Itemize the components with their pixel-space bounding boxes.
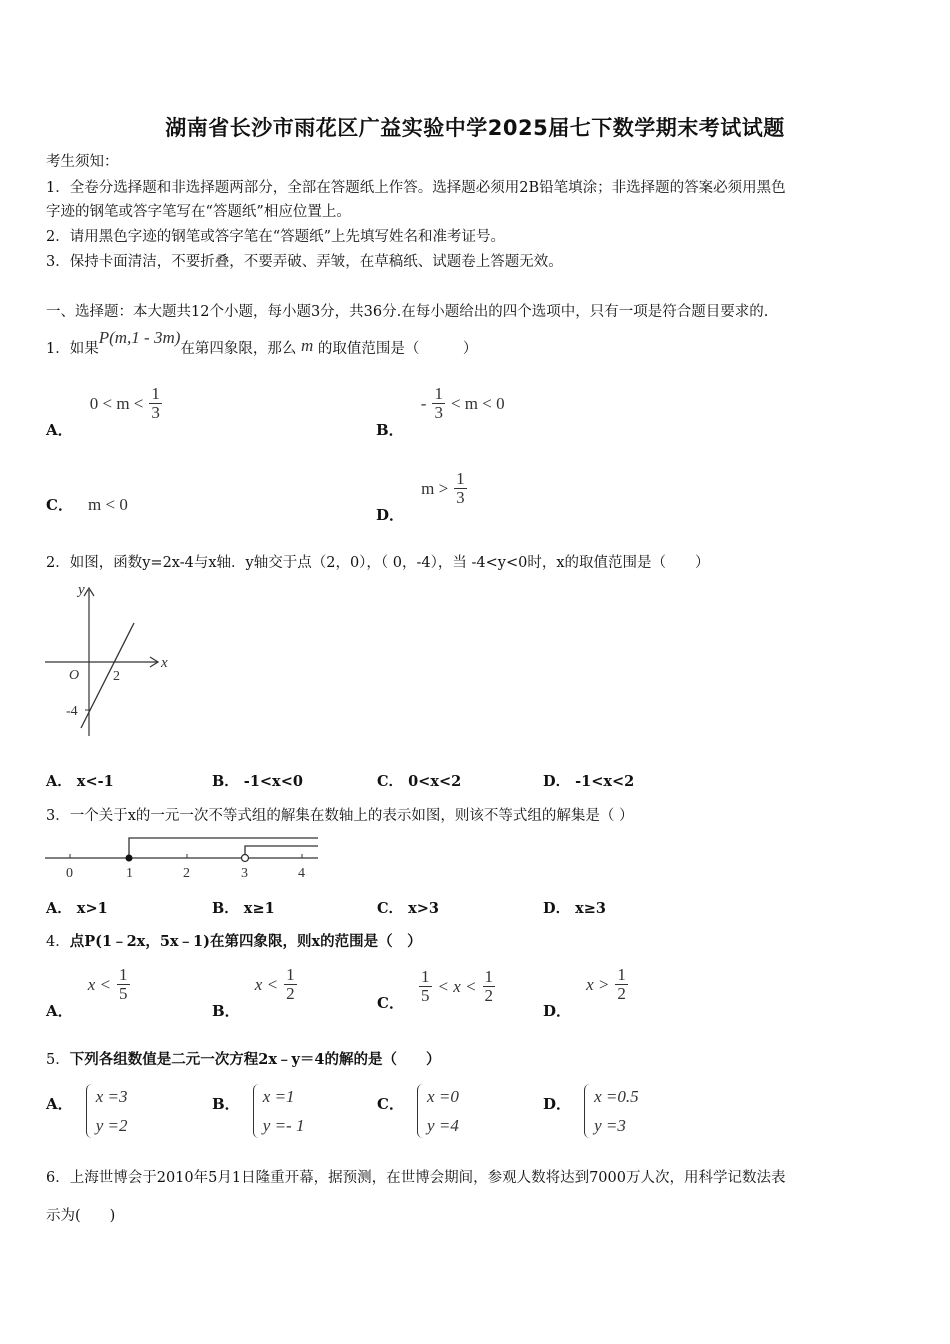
fraction-numerator: 1 bbox=[286, 965, 295, 984]
option-label: D． bbox=[376, 505, 405, 524]
notice-heading: 考生须知： bbox=[46, 154, 119, 170]
option-expression: x < bbox=[254, 974, 279, 994]
fraction-denominator: 2 bbox=[286, 984, 295, 1003]
stem-text: 在第四象限，那么 bbox=[180, 341, 297, 357]
question-3-stem bbox=[46, 806, 634, 826]
fraction-denominator: 5 bbox=[119, 984, 128, 1003]
variable: m bbox=[301, 336, 314, 355]
number-line-figure bbox=[40, 830, 325, 882]
fraction-denominator: 2 bbox=[484, 986, 494, 1005]
stem-text: 点P(1﹣2x，5x﹣1)在第四象限，则x的范围是（ ） bbox=[69, 933, 422, 950]
point-expression: P(m,1 - 3m) bbox=[98, 328, 181, 347]
fraction-denominator: 3 bbox=[456, 488, 465, 507]
y-axis-label: y bbox=[78, 582, 85, 598]
stem-text: 一个关于x的一元一次不等式组的解集在数轴上的表示如图，则该不等式组的解集是（ ） bbox=[69, 808, 634, 824]
option-expression: < m < 0 bbox=[450, 393, 505, 413]
line-graph-figure bbox=[40, 578, 170, 740]
question-4-stem bbox=[46, 932, 422, 952]
stem-text: 的取值范围是（ ） bbox=[317, 341, 478, 357]
minus-sign: - bbox=[420, 393, 427, 413]
option-label: A． bbox=[46, 1095, 73, 1113]
axis-label: 3 bbox=[241, 866, 248, 881]
option-c[interactable] bbox=[377, 966, 494, 1012]
notice-line: 字迹的钢笔或答字笔写在“答题纸”相应位置上。 bbox=[46, 204, 351, 220]
option-a[interactable]: A． x>1 bbox=[46, 900, 108, 917]
fraction-numerator: 1 bbox=[421, 967, 430, 986]
option-label: A． bbox=[46, 420, 73, 439]
option-d[interactable]: D． -1<x<2 bbox=[543, 773, 635, 790]
question-1-stem bbox=[46, 328, 478, 359]
option-a[interactable] bbox=[46, 384, 160, 439]
page-title: 湖南省长沙市雨花区广益实验中学2025届七下数学期末考试试题 bbox=[165, 116, 785, 140]
question-number: 3． bbox=[46, 808, 70, 824]
fraction-denominator: 3 bbox=[434, 403, 443, 422]
question-6-stem bbox=[46, 1168, 785, 1188]
option-c[interactable] bbox=[377, 1082, 459, 1140]
question-number: 2． bbox=[46, 555, 70, 571]
option-b[interactable]: B． -1<x<0 bbox=[212, 773, 303, 790]
equation-line: y =- 1 bbox=[262, 1116, 305, 1135]
stem-text: 下列各组数值是二元一次方程2x﹣y＝4的解的是（ ） bbox=[69, 1051, 441, 1068]
equation-line: x =1 bbox=[262, 1087, 295, 1106]
question-2-stem bbox=[46, 553, 710, 573]
fraction-numerator: 1 bbox=[484, 967, 494, 986]
equation-line: x =3 bbox=[95, 1087, 128, 1106]
option-expression: x > bbox=[586, 974, 610, 994]
option-label: B． bbox=[212, 1001, 240, 1020]
option-a[interactable] bbox=[46, 1082, 128, 1140]
equation-line: x =0.5 bbox=[594, 1087, 639, 1106]
axis-label: 0 bbox=[66, 866, 73, 881]
equation-line: y =3 bbox=[594, 1116, 626, 1135]
solution-bracket-2 bbox=[245, 846, 318, 858]
y-tick-label: -4 bbox=[66, 704, 78, 719]
question-number: 5． bbox=[46, 1052, 70, 1068]
fraction-denominator: 3 bbox=[151, 403, 160, 422]
option-label: C． bbox=[377, 994, 404, 1012]
option-c[interactable]: C． x>3 bbox=[377, 900, 439, 917]
question-number: 6． bbox=[46, 1170, 70, 1186]
fraction-numerator: 1 bbox=[434, 384, 443, 403]
x-axis-label: x bbox=[161, 655, 168, 671]
option-a[interactable] bbox=[46, 965, 128, 1020]
question-5-stem bbox=[46, 1050, 440, 1070]
question-6-stem-cont: 示为( ) bbox=[46, 1208, 116, 1224]
section-heading: 一、选择题：本大题共12个小题，每小题3分，共36分.在每小题给出的四个选项中，只有一项是符合题目要求的. bbox=[46, 304, 769, 320]
axis-label: 4 bbox=[298, 866, 305, 881]
option-c[interactable]: C． 0<x<2 bbox=[377, 773, 462, 790]
notice-line: 3．保持卡面清洁，不要折叠，不要弄破、弄皱，在草稿纸、试题卷上答题无效。 bbox=[46, 254, 563, 270]
option-a[interactable]: A． x<-1 bbox=[46, 773, 114, 790]
option-label: D． bbox=[543, 1001, 572, 1020]
option-expression: x < bbox=[87, 974, 112, 994]
axis-label: 1 bbox=[126, 866, 133, 881]
stem-text: 如图，函数y=2x-4与x轴．y轴交于点（2，0），（ 0，-4），当 -4<y<0时，x的取值范围是（ ） bbox=[69, 555, 710, 571]
option-label: C． bbox=[377, 1095, 404, 1113]
option-b[interactable] bbox=[212, 965, 295, 1020]
solution-bracket-1 bbox=[129, 838, 318, 858]
option-d[interactable] bbox=[543, 965, 626, 1020]
fraction-numerator: 1 bbox=[617, 965, 626, 984]
equation-line: y =4 bbox=[427, 1116, 459, 1135]
option-label: C． bbox=[46, 496, 73, 514]
option-expression: < x < bbox=[437, 976, 477, 996]
option-label: B． bbox=[376, 420, 404, 439]
fraction-denominator: 5 bbox=[421, 986, 430, 1005]
option-b[interactable]: B． x≥1 bbox=[212, 900, 275, 917]
notice-line: 1．全卷分选择题和非选择题两部分，全部在答题纸上作答。选择题必须用2B铅笔填涂；非选择题的答案必须用黑色 bbox=[46, 180, 786, 196]
fraction-denominator: 2 bbox=[617, 984, 626, 1003]
option-d[interactable] bbox=[376, 469, 465, 524]
option-label: B． bbox=[212, 1095, 240, 1113]
open-point bbox=[242, 855, 249, 862]
left-brace bbox=[86, 1084, 94, 1138]
fraction-numerator: 1 bbox=[151, 384, 160, 403]
option-b[interactable] bbox=[212, 1082, 304, 1140]
x-tick-label: 2 bbox=[113, 669, 120, 684]
question-number: 4． bbox=[46, 934, 70, 950]
fraction-numerator: 1 bbox=[119, 965, 128, 984]
option-expression: 0 < m < bbox=[89, 393, 144, 413]
option-d[interactable] bbox=[543, 1082, 639, 1140]
stem-text: 上海世博会于2010年5月1日隆重开幕，据预测，在世博会期间，参观人数将达到7000万人次，用科学记数法表 bbox=[69, 1170, 786, 1186]
left-brace bbox=[584, 1084, 592, 1138]
equation-line: x =0 bbox=[427, 1087, 459, 1106]
stem-text: 如果 bbox=[69, 341, 99, 357]
option-d[interactable]: D． x≥3 bbox=[543, 900, 607, 917]
option-label: D． bbox=[543, 1095, 572, 1113]
closed-point bbox=[126, 855, 133, 862]
origin-label: O bbox=[69, 668, 80, 683]
fraction-numerator: 1 bbox=[456, 469, 465, 488]
option-b[interactable] bbox=[376, 384, 505, 439]
notice-line: 2．请用黑色字迹的钢笔或答字笔在“答题纸”上先填写姓名和准考证号。 bbox=[46, 229, 506, 245]
option-label: A． bbox=[46, 1001, 73, 1020]
left-brace bbox=[417, 1084, 425, 1138]
question-number: 1． bbox=[46, 341, 70, 357]
option-expression: m > bbox=[421, 478, 449, 498]
left-brace bbox=[253, 1084, 261, 1138]
option-c[interactable] bbox=[46, 494, 128, 515]
equation-line: y =2 bbox=[95, 1116, 128, 1135]
option-expression: m < 0 bbox=[88, 495, 128, 514]
axis-label: 2 bbox=[183, 866, 190, 881]
